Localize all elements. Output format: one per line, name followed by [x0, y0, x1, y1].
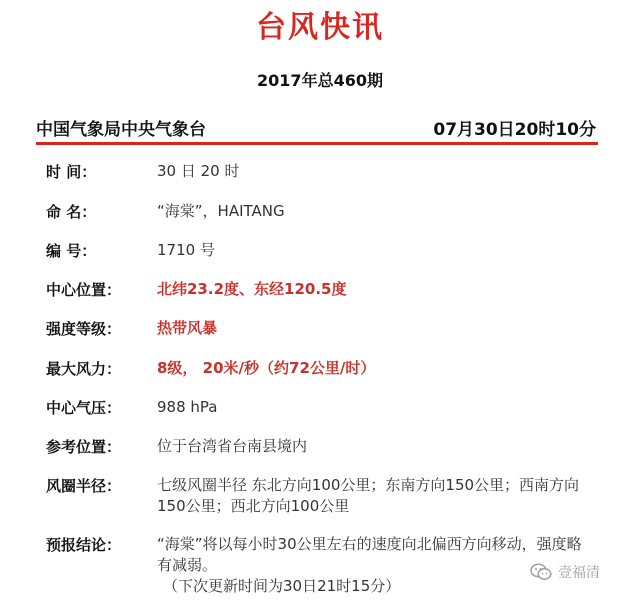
field-value: 北纬23.2度、东经120.5度: [157, 280, 347, 298]
field-value: 8级， 20米/秒（约72公里/时）: [157, 359, 376, 377]
field-value: 七级风圈半径 东北方向100公里；东南方向150公里；西南方向150公里；西北方向100公里: [157, 476, 580, 515]
forecast-text: “海棠”将以每小时30公里左右的速度向北偏西方向移动，强度略有减弱。: [157, 535, 582, 574]
field-label: 中心位置：: [46, 281, 122, 299]
field-label: 预报结论：: [46, 536, 122, 554]
field-label: 参考位置：: [46, 438, 122, 456]
issue-number: 2017年总460期: [257, 71, 383, 90]
field-value: 热带风暴: [157, 319, 218, 337]
field-label: 强度等级：: [46, 320, 122, 338]
field-label: 命 名：: [46, 203, 97, 221]
page-title: 台风快讯: [256, 10, 384, 45]
field-value: 988 hPa: [157, 398, 218, 416]
watermark-text: 壹福清: [558, 565, 600, 581]
agency-name: 中国气象局中央气象台: [36, 120, 206, 140]
field-value: 1710 号: [157, 241, 215, 259]
header-divider: [36, 142, 598, 145]
field-label: 时 间：: [46, 163, 97, 181]
forecast-next-update: （下次更新时间为30日21时15分）: [163, 577, 401, 595]
publish-datetime: 07月30日20时10分: [433, 120, 596, 140]
watermark: [530, 562, 600, 582]
field-value: “海棠”，HAITANG: [157, 202, 285, 220]
field-value: 30 日 20 时: [157, 162, 240, 180]
bulletin-header: [36, 115, 596, 140]
wechat-icon: [530, 563, 552, 581]
field-value: 位于台湾省台南县境内: [157, 437, 308, 455]
field-label: 中心气压：: [46, 399, 122, 417]
field-label: 编 号：: [46, 242, 97, 260]
field-value: [157, 534, 587, 597]
field-label: 最大风力：: [46, 360, 122, 378]
field-label: 风圈半径：: [46, 477, 122, 495]
